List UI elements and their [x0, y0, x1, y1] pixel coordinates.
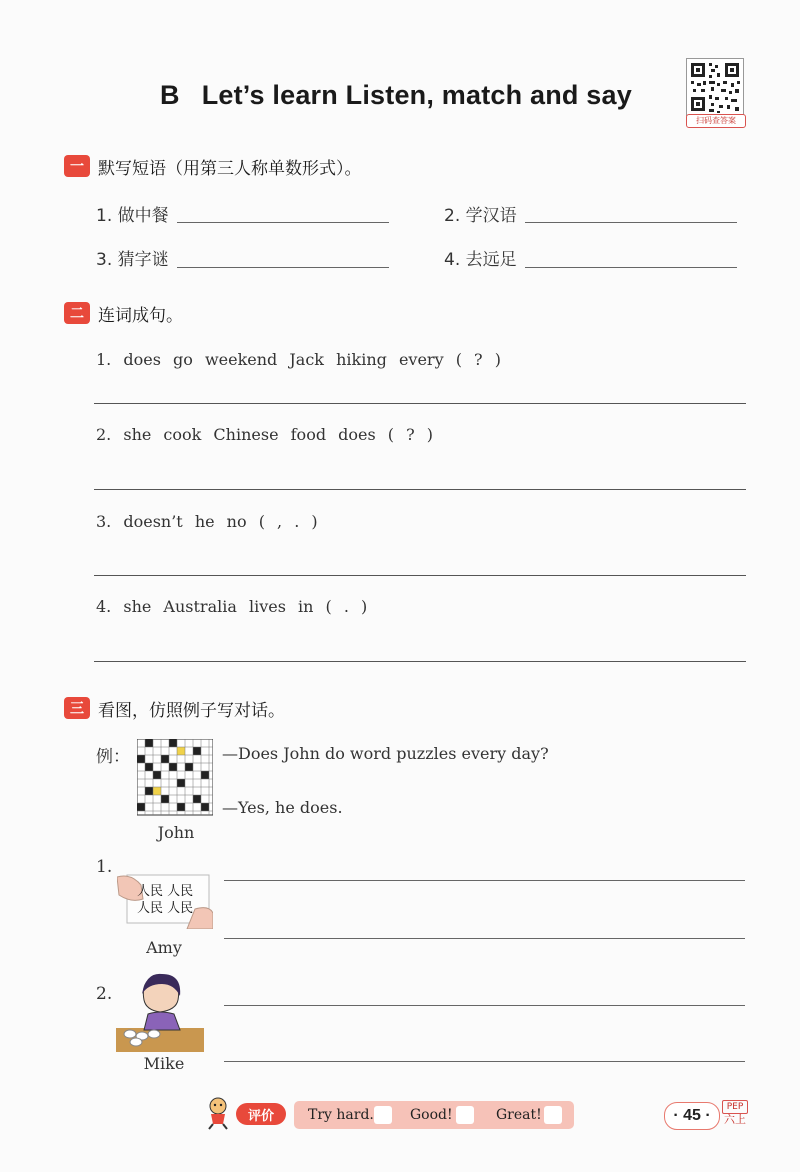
evaluation-bar — [294, 1101, 574, 1129]
rating-great-label: Great! — [496, 1107, 542, 1123]
boy-making-dumplings-picture — [116, 970, 204, 1054]
phrase-answer-line-4[interactable] — [525, 266, 737, 268]
boy-illustration — [116, 970, 204, 1054]
sentence-question-4: 4. she Australia lives in ( . ) — [96, 597, 368, 616]
grade-label: 六上 — [724, 1113, 746, 1126]
qr-caption: 扫码查答案 — [686, 114, 746, 128]
phrase-item-3: 3. 猜字谜 — [96, 250, 169, 270]
sentence-question-3: 3. doesn’t he no ( , . ) — [96, 512, 318, 531]
rating-try-hard-checkbox[interactable] — [374, 1106, 392, 1124]
section-2-number: 二 — [64, 302, 90, 324]
section-3-header — [64, 696, 285, 720]
page-number: · 45 · — [664, 1102, 720, 1130]
phrase-item-2: 2. 学汉语 — [444, 206, 517, 226]
sentence-answer-line-1[interactable] — [94, 403, 746, 404]
section-1-number: 一 — [64, 155, 90, 177]
rating-good-label: Good! — [410, 1107, 453, 1123]
mascot-icon — [203, 1096, 233, 1130]
example-label: 例： — [96, 747, 130, 767]
dialog-name-2: Mike — [143, 1054, 185, 1073]
section-2-instruction: 连词成句。 — [98, 305, 183, 326]
section-1-instruction: 默写短语（用第三人称单数形式）。 — [98, 158, 362, 179]
phrase-item-4: 4. 去远足 — [444, 250, 517, 270]
sentence-question-1: 1. does go weekend Jack hiking every ( ? ) — [96, 350, 501, 369]
rating-great-checkbox[interactable] — [544, 1106, 562, 1124]
calligraphy-practice-picture — [117, 869, 213, 929]
sentence-answer-line-3[interactable] — [94, 575, 746, 576]
example-question: —Does John do word puzzles every day? — [222, 744, 549, 763]
picture-text-line-2: 人民 人民 — [137, 901, 194, 916]
dialog-answer-line-1a[interactable] — [224, 879, 745, 881]
dialog-name-1: Amy — [146, 938, 182, 957]
section-1-header — [64, 154, 362, 178]
dialog-answer-line-2b[interactable] — [224, 1060, 745, 1062]
evaluation-label: 评价 — [236, 1103, 286, 1125]
phrase-item-1: 1. 做中餐 — [96, 206, 169, 226]
dialog-item-number-2: 2. — [96, 984, 113, 1004]
sentence-answer-line-2[interactable] — [94, 489, 746, 490]
dialog-answer-line-1b[interactable] — [224, 937, 745, 939]
phrase-answer-line-1[interactable] — [177, 221, 389, 223]
phrase-answer-line-3[interactable] — [177, 266, 389, 268]
qr-code-icon[interactable] — [686, 58, 744, 116]
title-text: Let’s learn Listen, match and say — [201, 80, 632, 110]
section-3-instruction: 看图，仿照例子写对话。 — [98, 700, 285, 721]
edition-badge — [722, 1100, 748, 1126]
rating-try-hard-label: Try hard. — [308, 1107, 374, 1123]
rating-good-checkbox[interactable] — [456, 1106, 474, 1124]
crossword-puzzle-picture — [137, 739, 213, 819]
title-letter: B — [160, 80, 180, 110]
example-answer: —Yes, he does. — [222, 798, 343, 817]
section-3-number: 三 — [64, 697, 90, 719]
dialog-item-number-1: 1. — [96, 857, 113, 877]
page-title — [160, 80, 632, 111]
example-name: John — [157, 823, 195, 842]
sentence-question-2: 2. she cook Chinese food does ( ? ) — [96, 425, 434, 444]
edition-label: PEP — [722, 1100, 748, 1114]
sentence-answer-line-4[interactable] — [94, 661, 746, 662]
section-2-header — [64, 301, 183, 325]
phrase-answer-line-2[interactable] — [525, 221, 737, 223]
picture-text-line-1: 人民 人民 — [137, 884, 194, 899]
dialog-answer-line-2a[interactable] — [224, 1004, 745, 1006]
